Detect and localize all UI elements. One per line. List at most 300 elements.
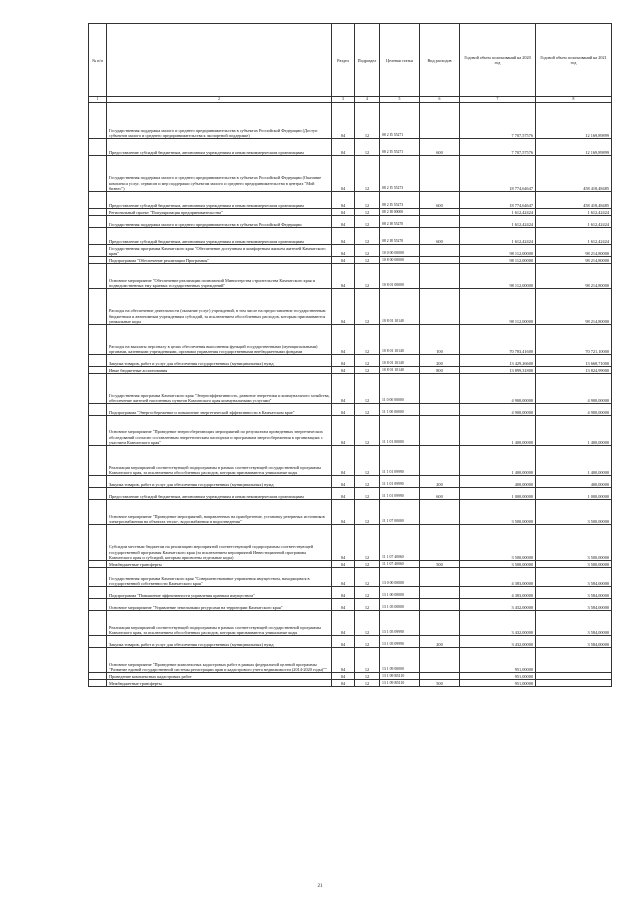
row-number [89, 355, 107, 367]
row-amount-2020: 3 432,00000 [460, 636, 536, 648]
row-amount-2020: 18 774,64647 [460, 156, 536, 192]
row-subsection: 12 [355, 525, 380, 561]
row-target-article: 13 1 09 00000 [380, 648, 420, 673]
row-number [89, 488, 107, 500]
row-target-article: 11 1 01 00000 [380, 416, 420, 446]
row-amount-2020: 400,00000 [460, 476, 536, 488]
row-amount-2020: 3 500,00000 [460, 561, 536, 568]
table-row [89, 139, 612, 156]
row-section: 04 [332, 209, 355, 216]
table-row [89, 648, 612, 673]
row-expense-type [420, 245, 460, 257]
row-section: 04 [332, 404, 355, 416]
row-amount-2020: 13 429,26600 [460, 355, 536, 367]
row-subsection: 12 [355, 264, 380, 289]
table-row [89, 257, 612, 264]
row-expense-type [420, 568, 460, 587]
row-subsection: 12 [355, 257, 380, 264]
row-amount-2021: 1 612,42424 [536, 216, 612, 228]
row-amount-2020: 98 112,00000 [460, 245, 536, 257]
row-subsection: 12 [355, 561, 380, 568]
row-section: 04 [332, 374, 355, 404]
row-target-article: 11 1 01 09990 [380, 446, 420, 476]
row-number [89, 325, 107, 355]
row-subsection: 12 [355, 103, 380, 139]
row-name: Закупка товаров, работ и услуг для обеспечения государственных (муниципальных) нужд [107, 355, 332, 367]
row-amount-2021: 400,00000 [536, 476, 612, 488]
row-section: 04 [332, 216, 355, 228]
row-amount-2021: 3 584,00000 [536, 599, 612, 611]
row-amount-2020: 1 612,42424 [460, 216, 536, 228]
row-number [89, 587, 107, 599]
row-amount-2021: 4 900,00000 [536, 374, 612, 404]
row-target-article: 08 2 I5 55271 [380, 139, 420, 156]
row-section: 04 [332, 680, 355, 687]
row-number [89, 673, 107, 680]
row-amount-2021: 1 000,00000 [536, 488, 612, 500]
row-section: 04 [332, 355, 355, 367]
row-target-article: 10 8 01 10140 [380, 289, 420, 325]
row-target-article: 13 0 00 00000 [380, 568, 420, 587]
table-row [89, 680, 612, 687]
table-row [89, 245, 612, 257]
row-target-article: 08 2 I5 55273 [380, 156, 420, 192]
row-section: 04 [332, 325, 355, 355]
row-subsection: 12 [355, 156, 380, 192]
row-amount-2020: 3 432,00000 [460, 599, 536, 611]
row-amount-2020: 951,00000 [460, 680, 536, 687]
row-amount-2021: 458 418,48485 [536, 192, 612, 209]
table-row [89, 374, 612, 404]
row-subsection: 12 [355, 599, 380, 611]
row-section: 04 [332, 416, 355, 446]
row-name: Иные бюджетные ассигнования [107, 367, 332, 374]
column-number: 5 [380, 97, 420, 103]
row-target-article: 11 1 07 40060 [380, 525, 420, 561]
row-subsection: 12 [355, 355, 380, 367]
row-name: Подпрограмма "Обеспечение реализации Программы" [107, 257, 332, 264]
row-subsection: 12 [355, 216, 380, 228]
row-amount-2021: 98 214,80000 [536, 245, 612, 257]
row-number [89, 228, 107, 245]
row-section: 04 [332, 488, 355, 500]
row-target-article: 10 8 01 10140 [380, 355, 420, 367]
row-subsection: 12 [355, 648, 380, 673]
row-amount-2021: 1 612,42424 [536, 228, 612, 245]
row-amount-2021: 13 824,99000 [536, 367, 612, 374]
row-number [89, 599, 107, 611]
row-number [89, 446, 107, 476]
row-target-article: 13 1 09 R5110 [380, 680, 420, 687]
row-name: Субсидии местным бюджетам на реализацию мероприятий соответствующей подпрограммы соответствующей государственной программы Камчатского края (за исключением мероприятий Инвестиционной программы Камчатского края и субсидий, которым присвоены отдельные коды) [107, 525, 332, 561]
row-target-article: 11 1 00 00000 [380, 404, 420, 416]
row-section: 04 [332, 367, 355, 374]
row-amount-2021: 98 214,80000 [536, 264, 612, 289]
row-expense-type: 600 [420, 228, 460, 245]
row-section: 04 [332, 156, 355, 192]
row-expense-type [420, 648, 460, 673]
row-name: Подпрограмма "Энергосбережение и повышение энергетической эффективности в Камчатском крае" [107, 404, 332, 416]
row-expense-type [420, 374, 460, 404]
table-row [89, 367, 612, 374]
row-amount-2021: 3 500,00000 [536, 525, 612, 561]
row-section: 04 [332, 636, 355, 648]
row-name: Расходы на обеспечение деятельности (оказание услуг) учреждений, в том числе на предоставление государственным бюджетным и автономным учреждениям субсидий, за исключением обособленных расходов, которым присваиваются уникальные коды [107, 289, 332, 325]
row-number [89, 216, 107, 228]
row-expense-type: 200 [420, 476, 460, 488]
table-row [89, 587, 612, 599]
row-section: 04 [332, 561, 355, 568]
row-expense-type: 600 [420, 488, 460, 500]
row-amount-2020: 951,00000 [460, 673, 536, 680]
row-target-article: 10 8 00 00000 [380, 257, 420, 264]
row-amount-2020: 3 500,00000 [460, 525, 536, 561]
page-number: 21 [317, 884, 323, 889]
row-number [89, 680, 107, 687]
row-amount-2021 [536, 673, 612, 680]
table-row [89, 568, 612, 587]
row-number [89, 257, 107, 264]
table-row [89, 209, 612, 216]
row-subsection: 12 [355, 374, 380, 404]
row-name: Расходы на выплаты персоналу в целях обеспечения выполнения функций государственными (муниципальными) органами, казенными учреждениями, органами управления государственными внебюджетными фондами [107, 325, 332, 355]
row-number [89, 192, 107, 209]
row-name: Государственная поддержка малого и среднего предпринимательства в субъектах Российской Федерации [107, 216, 332, 228]
row-section: 04 [332, 228, 355, 245]
row-amount-2021: 3 500,00000 [536, 561, 612, 568]
row-expense-type [420, 209, 460, 216]
column-number: 7 [460, 97, 536, 103]
row-name: Проведение комплексных кадастровых работ [107, 673, 332, 680]
row-amount-2020: 1 000,00000 [460, 488, 536, 500]
header-expense-type: Вид расходов [420, 24, 460, 97]
row-number [89, 289, 107, 325]
header-target-article: Целевая статья [380, 24, 420, 97]
row-subsection: 12 [355, 500, 380, 525]
row-section: 04 [332, 673, 355, 680]
row-amount-2021: 1 400,00000 [536, 446, 612, 476]
row-target-article: 11 1 07 40060 [380, 561, 420, 568]
header-row [89, 24, 612, 97]
row-name: Государственная поддержка малого и среднего предпринимательства в субъектах Российской Федерации (Оказание комплекса услуг, сервисов и мер поддержки субъектам малого и среднего предпринимательства в центрах "Мой бизнес") [107, 156, 332, 192]
row-amount-2021 [536, 680, 612, 687]
row-name: Закупка товаров, работ и услуг для обеспечения государственных (муниципальных) нужд [107, 476, 332, 488]
row-expense-type [420, 673, 460, 680]
row-amount-2020: 13 899,31800 [460, 367, 536, 374]
row-number [89, 209, 107, 216]
column-number: 1 [89, 97, 107, 103]
table-row [89, 673, 612, 680]
row-target-article: 13 1 05 09990 [380, 636, 420, 648]
row-subsection: 12 [355, 416, 380, 446]
row-expense-type: 200 [420, 355, 460, 367]
row-subsection: 12 [355, 404, 380, 416]
row-amount-2021: 98 214,80000 [536, 257, 612, 264]
table-row [89, 289, 612, 325]
table-row [89, 500, 612, 525]
row-amount-2020: 4 900,00000 [460, 404, 536, 416]
budget-table-page [88, 23, 611, 687]
row-expense-type [420, 587, 460, 599]
table-row [89, 561, 612, 568]
row-expense-type [420, 404, 460, 416]
row-subsection: 12 [355, 367, 380, 374]
row-subsection: 12 [355, 245, 380, 257]
row-number [89, 404, 107, 416]
row-number [89, 611, 107, 636]
row-expense-type [420, 257, 460, 264]
row-target-article: 13 1 05 00000 [380, 599, 420, 611]
row-target-article: 11 1 01 09990 [380, 476, 420, 488]
row-name: Предоставление субсидий бюджетным, автономным учреждениям и иным некоммерческим организациям [107, 488, 332, 500]
table-row [89, 325, 612, 355]
table-row [89, 192, 612, 209]
row-amount-2021: 458 418,48485 [536, 156, 612, 192]
column-number: 8 [536, 97, 612, 103]
row-subsection: 12 [355, 209, 380, 216]
row-expense-type [420, 500, 460, 525]
row-name: Предоставление субсидий бюджетным, автономным учреждениям и иным некоммерческим организациям [107, 228, 332, 245]
row-name: Основное мероприятие "Проведение мероприятий, направленных на приобретение, установку резервных источников электроснабжения на объектах тепло-, водоснабжения и водоотведения" [107, 500, 332, 525]
row-amount-2021: 13 668,71000 [536, 355, 612, 367]
row-amount-2021: 98 214,80000 [536, 289, 612, 325]
row-section: 04 [332, 611, 355, 636]
header-number: № п/п [89, 24, 107, 97]
row-number [89, 636, 107, 648]
column-number: 6 [420, 97, 460, 103]
table-row [89, 636, 612, 648]
header-subsection: Подраздел [355, 24, 380, 97]
row-section: 04 [332, 192, 355, 209]
row-amount-2020: 4 900,00000 [460, 374, 536, 404]
row-section: 04 [332, 476, 355, 488]
row-amount-2020: 1 400,00000 [460, 416, 536, 446]
row-number [89, 476, 107, 488]
row-name: Закупка товаров, работ и услуг для обеспечения государственных (муниципальных) нужд [107, 636, 332, 648]
table-row [89, 416, 612, 446]
table-row [89, 446, 612, 476]
row-amount-2020: 7 707,57576 [460, 103, 536, 139]
row-name: Основное мероприятие "Управление земельными ресурсами на территории Камчатского края" [107, 599, 332, 611]
row-name: Предоставление субсидий бюджетным, автономным учреждениям и иным некоммерческим организациям [107, 139, 332, 156]
row-expense-type [420, 525, 460, 561]
row-expense-type: 500 [420, 561, 460, 568]
row-number [89, 568, 107, 587]
row-number [89, 103, 107, 139]
row-amount-2020: 1 612,42424 [460, 209, 536, 216]
row-amount-2021 [536, 648, 612, 673]
row-section: 04 [332, 525, 355, 561]
row-amount-2020: 951,00000 [460, 648, 536, 673]
row-expense-type: 100 [420, 325, 460, 355]
row-name: Государственная программа Камчатского края "Энергоэффективность, развитие энергетики и коммунального хозяйства, обеспечение жителей населенных пунктов Камчатского края коммунальными услугами" [107, 374, 332, 404]
header-amount-2020: Годовой объем ассигнований на 2020 год [460, 24, 536, 97]
row-amount-2021: 3 584,00000 [536, 587, 612, 599]
row-amount-2020: 4 383,00000 [460, 568, 536, 587]
row-expense-type [420, 289, 460, 325]
row-number [89, 264, 107, 289]
row-number [89, 500, 107, 525]
row-target-article: 10 0 00 00000 [380, 245, 420, 257]
row-expense-type [420, 416, 460, 446]
row-expense-type: 200 [420, 636, 460, 648]
row-target-article: 10 8 01 10140 [380, 325, 420, 355]
row-amount-2021: 3 584,00000 [536, 611, 612, 636]
row-subsection: 12 [355, 139, 380, 156]
row-amount-2021: 1 400,00000 [536, 416, 612, 446]
row-amount-2021: 4 900,00000 [536, 404, 612, 416]
row-number [89, 416, 107, 446]
table-row [89, 103, 612, 139]
row-target-article: 11 1 07 00000 [380, 500, 420, 525]
row-target-article: 11 1 01 09990 [380, 488, 420, 500]
row-expense-type [420, 103, 460, 139]
table-row [89, 156, 612, 192]
row-section: 04 [332, 139, 355, 156]
row-section: 04 [332, 568, 355, 587]
row-number [89, 648, 107, 673]
table-row [89, 611, 612, 636]
row-subsection: 12 [355, 636, 380, 648]
row-name: Государственная программа Камчатского края "Обеспечение доступным и комфортным жильем жителей Камчатского края" [107, 245, 332, 257]
row-target-article: 10 8 01 10140 [380, 367, 420, 374]
header-section: Раздел [332, 24, 355, 97]
row-amount-2020: 3 432,00000 [460, 611, 536, 636]
row-target-article: 08 2 I5 55273 [380, 192, 420, 209]
row-name: Основное мероприятие "Проведение комплексных кадастровых работ в рамках федеральной целевой программы "Развитие единой государственной системы регистрации прав и кадастрового учета недвижимости (2014-2020 годы)"" [107, 648, 332, 673]
row-section: 04 [332, 648, 355, 673]
column-number: 2 [107, 97, 332, 103]
row-amount-2020: 98 112,00000 [460, 289, 536, 325]
row-expense-type [420, 156, 460, 192]
row-target-article: 08 2 I8 55270 [380, 228, 420, 245]
row-expense-type [420, 264, 460, 289]
row-number [89, 156, 107, 192]
row-expense-type: 500 [420, 680, 460, 687]
row-section: 04 [332, 599, 355, 611]
table-row [89, 355, 612, 367]
row-subsection: 12 [355, 568, 380, 587]
row-name: Реализация мероприятий соответствующей подпрограммы в рамках соответствующей государственной программы Камчатского края, за исключением обособленных расходов, которым присваиваются уникальные коды [107, 611, 332, 636]
row-subsection: 12 [355, 192, 380, 209]
table-row [89, 216, 612, 228]
row-name: Основное мероприятие "Проведение энергосберегающих мероприятий по результатам проведенных энергетических обследований согласно составленным энергетическим паспортам и программам энергосбережения в организациях с участием Камчатского края" [107, 416, 332, 446]
row-subsection: 12 [355, 680, 380, 687]
row-expense-type [420, 446, 460, 476]
row-amount-2021: 12 169,89899 [536, 139, 612, 156]
row-number [89, 374, 107, 404]
row-name: Региональный проект "Популяризация предпринимательства" [107, 209, 332, 216]
row-section: 04 [332, 289, 355, 325]
header-amount-2021: Годовой объем ассигнований на 2021 год [536, 24, 612, 97]
row-section: 04 [332, 257, 355, 264]
row-number [89, 139, 107, 156]
row-number [89, 525, 107, 561]
row-amount-2021: 3 584,00000 [536, 636, 612, 648]
row-target-article: 11 0 00 00000 [380, 374, 420, 404]
column-number: 3 [332, 97, 355, 103]
row-subsection: 12 [355, 289, 380, 325]
row-expense-type: 600 [420, 139, 460, 156]
row-target-article: 10 8 01 00000 [380, 264, 420, 289]
row-number [89, 367, 107, 374]
row-target-article: 08 2 I8 55270 [380, 216, 420, 228]
table-body [89, 103, 612, 687]
row-expense-type [420, 216, 460, 228]
row-number [89, 245, 107, 257]
row-target-article: 08 2 I8 00000 [380, 209, 420, 216]
row-amount-2021: 12 169,89899 [536, 103, 612, 139]
row-amount-2021: 3 500,00000 [536, 500, 612, 525]
row-subsection: 12 [355, 325, 380, 355]
row-name: Государственная программа Камчатского края "Совершенствование управления имуществом, находящимся в государственной собственности Камчатского края" [107, 568, 332, 587]
row-target-article: 13 1 05 09990 [380, 611, 420, 636]
row-expense-type [420, 611, 460, 636]
row-subsection: 12 [355, 446, 380, 476]
row-name: Межбюджетные трансферты [107, 680, 332, 687]
row-target-article: 08 2 I5 55271 [380, 103, 420, 139]
row-subsection: 12 [355, 488, 380, 500]
row-amount-2020: 70 783,41600 [460, 325, 536, 355]
row-section: 04 [332, 103, 355, 139]
row-subsection: 12 [355, 587, 380, 599]
row-expense-type: 800 [420, 367, 460, 374]
row-amount-2020: 1 400,00000 [460, 446, 536, 476]
row-amount-2020: 98 112,00000 [460, 257, 536, 264]
row-amount-2020: 4 383,00000 [460, 587, 536, 599]
column-number: 4 [355, 97, 380, 103]
row-name: Реализация мероприятий соответствующей подпрограммы в рамках соответствующей государственной программы Камчатского края, за исключением обособленных расходов, которым присваиваются уникальные коды [107, 446, 332, 476]
row-name: Государственная поддержка малого и среднего предпринимательства в субъектах Российской Федерации (Доступ субъектов малого и среднего предпринимательства к экспортной поддержке) [107, 103, 332, 139]
row-amount-2020: 18 774,64647 [460, 192, 536, 209]
row-amount-2020: 7 707,57576 [460, 139, 536, 156]
table-row [89, 404, 612, 416]
row-amount-2020: 3 500,00000 [460, 500, 536, 525]
budget-table [88, 23, 612, 687]
row-target-article: 13 1 09 R5110 [380, 673, 420, 680]
row-section: 04 [332, 500, 355, 525]
row-name: Предоставление субсидий бюджетным, автономным учреждениям и иным некоммерческим организациям [107, 192, 332, 209]
table-row [89, 264, 612, 289]
row-expense-type [420, 599, 460, 611]
row-subsection: 12 [355, 476, 380, 488]
row-name: Подпрограмма "Повышение эффективности управления краевым имуществом" [107, 587, 332, 599]
row-target-article: 13 1 00 00000 [380, 587, 420, 599]
table-row [89, 599, 612, 611]
header-name [107, 24, 332, 97]
row-amount-2020: 1 612,42424 [460, 228, 536, 245]
row-subsection: 12 [355, 228, 380, 245]
row-section: 04 [332, 587, 355, 599]
table-row [89, 476, 612, 488]
row-subsection: 12 [355, 673, 380, 680]
row-section: 04 [332, 245, 355, 257]
table-row [89, 488, 612, 500]
table-row [89, 228, 612, 245]
row-amount-2021: 3 584,00000 [536, 568, 612, 587]
row-name: Основное мероприятие "Обеспечение реализации полномочий Министерства строительства Камчатского края и подведомственных ему краевых государственных учреждений" [107, 264, 332, 289]
row-section: 04 [332, 446, 355, 476]
row-number [89, 561, 107, 568]
row-section: 04 [332, 264, 355, 289]
row-amount-2021: 70 721,10000 [536, 325, 612, 355]
row-amount-2020: 98 112,00000 [460, 264, 536, 289]
row-amount-2021: 1 612,42424 [536, 209, 612, 216]
row-name: Межбюджетные трансферты [107, 561, 332, 568]
row-expense-type: 600 [420, 192, 460, 209]
row-subsection: 12 [355, 611, 380, 636]
table-row [89, 525, 612, 561]
